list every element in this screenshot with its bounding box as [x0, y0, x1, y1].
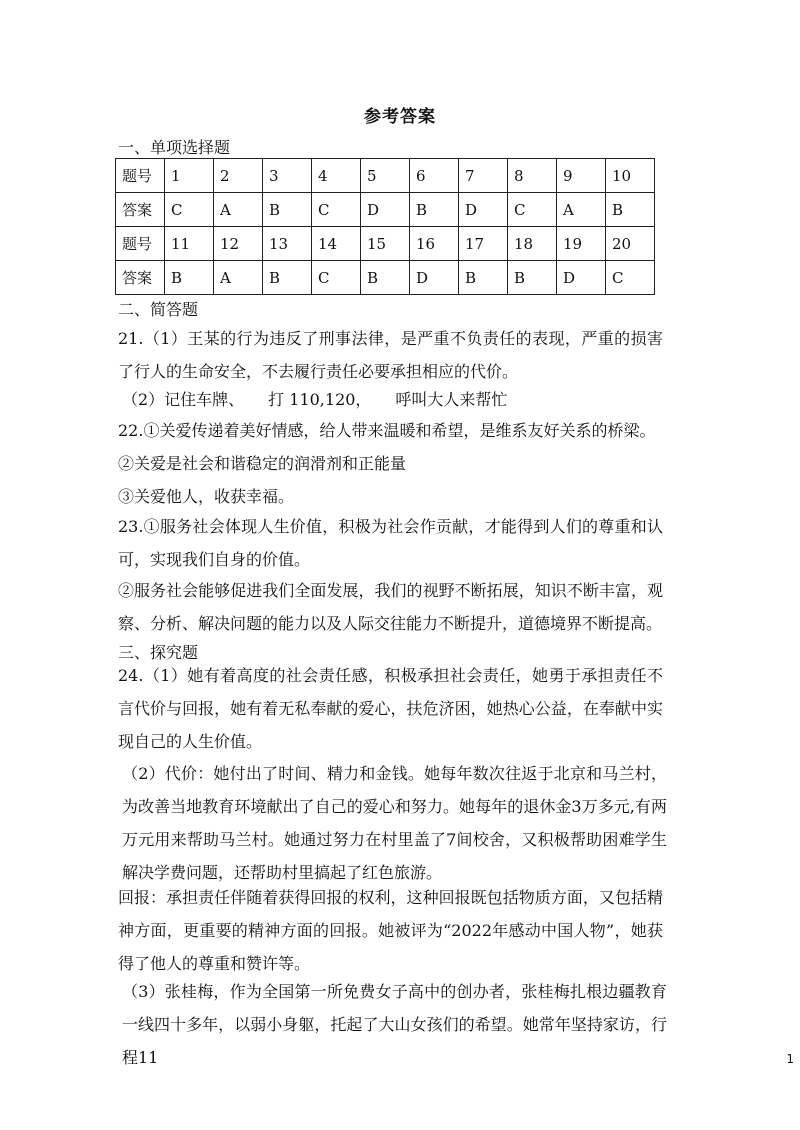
table-cell: 2 — [214, 159, 263, 193]
table-row — [116, 193, 655, 227]
page-number: 1 — [786, 1052, 794, 1066]
answer-23-point2: ②服务社会能够促进我们全面发展，我们的视野不断拓展，知识不断丰富，观察、分析、解决问题的能力以及人际交往能力不断提升，道德境界不断提高。 — [118, 581, 663, 633]
table-cell: 13 — [263, 227, 312, 261]
table-cell: 1 — [165, 159, 214, 193]
table-row — [116, 227, 655, 261]
table-row — [116, 159, 655, 193]
table-cell: D — [557, 261, 606, 295]
table-cell: 7 — [459, 159, 508, 193]
table-cell: 15 — [361, 227, 410, 261]
table-cell: 5 — [361, 159, 410, 193]
row-label: 答案 — [116, 261, 165, 295]
table-cell: A — [214, 193, 263, 227]
table-cell: B — [361, 261, 410, 295]
table-cell: B — [606, 193, 655, 227]
table-cell: A — [214, 261, 263, 295]
table-cell: B — [459, 261, 508, 295]
table-row — [116, 261, 655, 295]
row-label: 答案 — [116, 193, 165, 227]
section-heading-single-choice: 一、单项选择题 — [118, 138, 231, 157]
table-cell: 10 — [606, 159, 655, 193]
table-cell: 20 — [606, 227, 655, 261]
section-heading-inquiry: 三、探究题 — [118, 643, 199, 662]
table-cell: A — [557, 193, 606, 227]
answer-22-point3: ③关爱他人，收获幸福。 — [118, 487, 295, 506]
answer-table — [115, 158, 655, 295]
table-cell: 17 — [459, 227, 508, 261]
table-cell: 8 — [508, 159, 557, 193]
answer-22-point1: 22.①关爱传递着美好情感，给人带来温暖和希望，是维系友好关系的桥梁。 — [118, 421, 656, 440]
table-cell: C — [312, 261, 361, 295]
table-cell: C — [165, 193, 214, 227]
table-cell: 12 — [214, 227, 263, 261]
table-cell: D — [410, 261, 459, 295]
table-cell: C — [312, 193, 361, 227]
table-cell: 11 — [165, 227, 214, 261]
table-cell: 16 — [410, 227, 459, 261]
section-heading-short-answer: 二、简答题 — [118, 300, 199, 319]
answer-24-part2: （2）代价：她付出了时间、精力和金钱。她每年数次往返于北京和马兰村，为改善当地教育环境献出了自己的爱心和努力。她每年的退休金3万多元,有两万元用来帮助马兰村。她通过努力在村里盖了7间校舍，又积极帮助困难学生解决学费问题，还帮助村里搞起了红色旅游。 — [122, 764, 667, 882]
table-cell: 6 — [410, 159, 459, 193]
table-cell: B — [508, 261, 557, 295]
table-cell: 14 — [312, 227, 361, 261]
table-cell: C — [606, 261, 655, 295]
answer-23-point1: 23.①服务社会体现人生价值，积极为社会作贡献，才能得到人们的尊重和认可，实现我们自身的价值。 — [118, 517, 663, 569]
answer-24-part1: 24.（1）她有着高度的社会责任感，积极承担社会责任，她勇于承担责任不言代价与回报，她有着无私奉献的爱心，扶危济困，她热心公益，在奉献中实现自己的人生价值。 — [118, 666, 663, 751]
answer-21-part1: 21.（1）王某的行为违反了刑事法律，是严重不负责任的表现，严重的损害了行人的生命安全，不去履行责任必要承担相应的代价。 — [118, 329, 663, 381]
table-cell: 4 — [312, 159, 361, 193]
table-cell: D — [361, 193, 410, 227]
answer-21-part2: （2）记住车牌、 打 110,120， 呼叫大人来帮忙 — [122, 390, 508, 409]
table-cell: 18 — [508, 227, 557, 261]
row-label: 题号 — [116, 227, 165, 261]
table-cell: B — [410, 193, 459, 227]
table-cell: C — [508, 193, 557, 227]
answer-22-point2: ②关爱是社会和谐稳定的润滑剂和正能量 — [118, 454, 407, 473]
table-cell: B — [263, 193, 312, 227]
answer-24-reward: 回报：承担责任伴随着获得回报的权利，这种回报既包括物质方面，又包括精神方面，更重要的精神方面的回报。她被评为“2022年感动中国人物”，她获得了他人的尊重和赞许等。 — [118, 888, 663, 973]
table-cell: D — [459, 193, 508, 227]
table-cell: 3 — [263, 159, 312, 193]
table-cell: 19 — [557, 227, 606, 261]
answer-24-part3: （3）张桂梅，作为全国第一所免费女子高中的创办者，张桂梅扎根边疆教育一线四十多年，以弱小身躯，托起了大山女孩们的希望。她常年坚持家访，行程11 — [122, 982, 667, 1067]
page-title: 参考答案 — [364, 107, 436, 127]
table-cell: B — [263, 261, 312, 295]
table-cell: 9 — [557, 159, 606, 193]
row-label: 题号 — [116, 159, 165, 193]
table-cell: B — [165, 261, 214, 295]
